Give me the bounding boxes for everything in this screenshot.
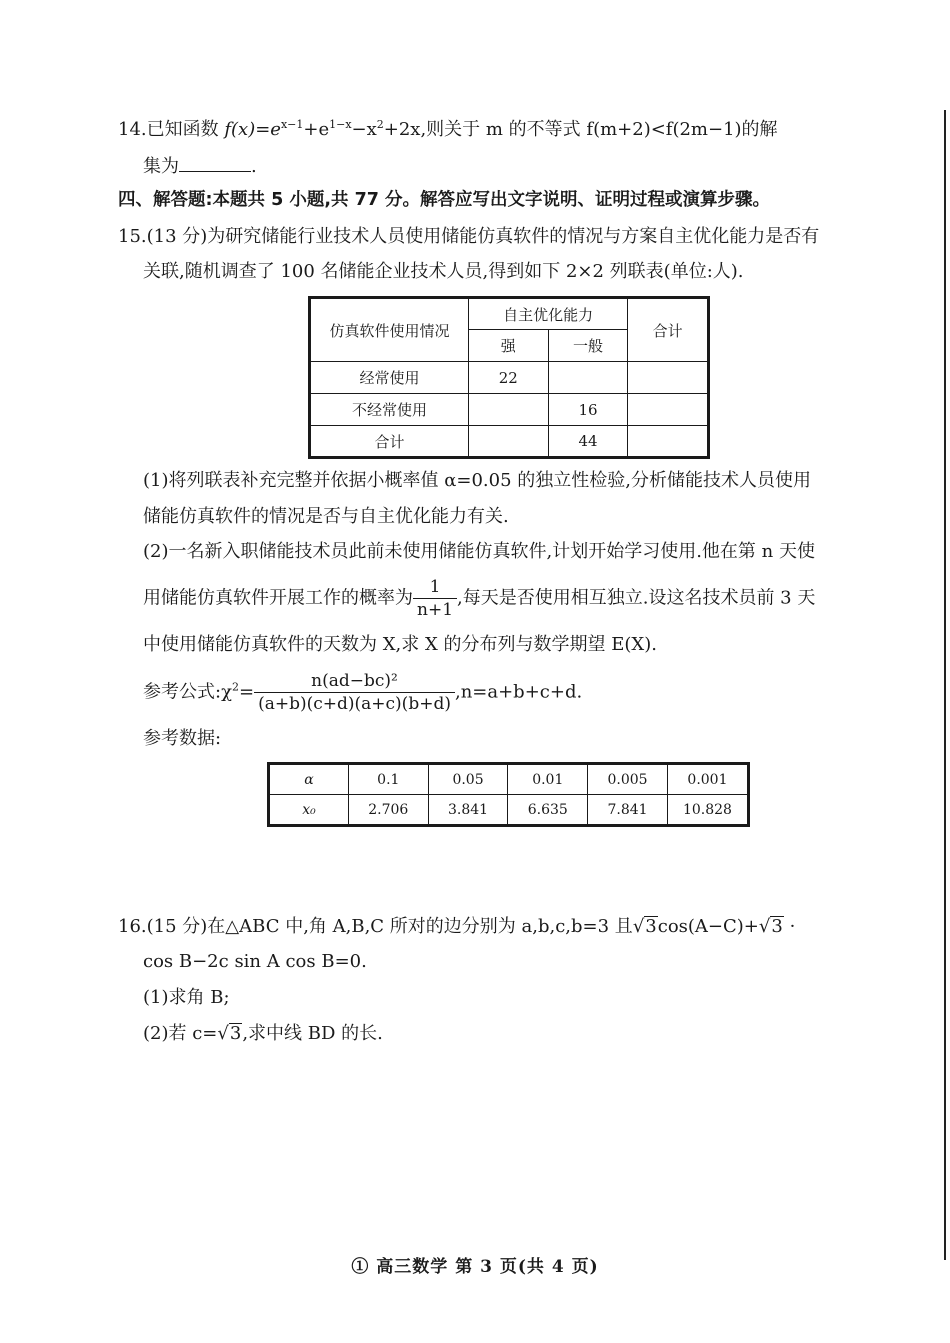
section-heading: 四、解答题:本题共 5 小题,共 77 分。解答应写出文字说明、证明过程或演算步骤。	[118, 190, 771, 210]
table-row	[269, 795, 749, 826]
q14-exp3: 2	[376, 118, 384, 131]
header-strong: 强	[468, 330, 548, 362]
header-total: 合计	[628, 298, 709, 362]
critical-value: 3.841	[428, 795, 508, 826]
cell-general: 44	[548, 426, 628, 458]
cell-general	[548, 362, 628, 394]
row-label: 合计	[310, 426, 469, 458]
alpha-value: 0.005	[588, 764, 668, 795]
q16-intro: 16.(15 分)在△ABC 中,角 A,B,C 所对的边分别为 a,b,c,b=3 且	[118, 916, 633, 937]
critical-value: 2.706	[348, 795, 428, 826]
critical-value: 6.635	[508, 795, 588, 826]
table-row	[310, 426, 709, 458]
q14-exp2: 1−x	[329, 118, 352, 131]
page-footer: ① 高三数学 第 3 页(共 4 页)	[351, 1257, 599, 1277]
row-label: 不经常使用	[310, 394, 469, 426]
q16-part2: (2)若 c=√3,求中线 BD 的长.	[143, 1023, 383, 1044]
q14-exp1: x−1	[280, 118, 304, 131]
q14-func: f(x)=e	[224, 119, 281, 140]
critical-value: 10.828	[667, 795, 748, 826]
alpha-label: α	[269, 764, 349, 795]
q16-dot: ·	[789, 916, 796, 937]
alpha-value: 0.001	[667, 764, 748, 795]
contingency-table	[308, 296, 710, 459]
cell-strong	[468, 394, 548, 426]
header-usage: 仿真软件使用情况	[310, 298, 469, 362]
formula-numerator: n(ad−bc)²	[311, 671, 398, 691]
q15-part1-line1: (1)将列联表补充完整并依据小概率值 α=0.05 的独立性检验,分析储能技术人员使用	[143, 470, 811, 491]
q14-intro: 14.已知函数	[118, 119, 225, 140]
q15-line2: 关联,随机调查了 100 名储能企业技术人员,得到如下 2×2 列联表(单位:人).	[143, 261, 744, 282]
q15-part2-line1: (2)一名新入职储能技术员此前未使用储能仿真软件,计划开始学习使用.他在第 n 天使	[143, 541, 815, 562]
formula-equals: =	[238, 681, 255, 703]
table-row	[310, 362, 709, 394]
critical-value: 7.841	[588, 795, 668, 826]
header-ability: 自主优化能力	[468, 298, 627, 330]
cell-strong: 22	[468, 362, 548, 394]
sqrt-three: 3	[645, 916, 657, 937]
q14-line1	[118, 118, 778, 142]
q16-line2: cos B−2c sin A cos B=0.	[143, 951, 367, 972]
chi-square-fraction	[254, 670, 455, 715]
cell-total	[628, 426, 709, 458]
formula-sup: 2	[231, 680, 239, 694]
q15-part2-line3: 中使用储能仿真软件的天数为 X,求 X 的分布列与数学期望 E(X).	[143, 634, 657, 655]
table-row	[269, 764, 749, 795]
q16-part2-post: ,求中线 BD 的长.	[242, 1023, 383, 1044]
formula-denominator: (a+b)(c+d)(a+c)(b+d)	[254, 692, 455, 715]
cell-total	[628, 394, 709, 426]
fraction-numerator: 1	[429, 577, 441, 597]
q14-rest: +2x,则关于 m 的不等式 f(m+2)<f(2m−1)的解	[383, 119, 778, 140]
q15-part2-line2	[143, 576, 815, 621]
alpha-value: 0.05	[428, 764, 508, 795]
formula-post: ,n=a+b+c+d.	[454, 681, 583, 703]
q14-minus-x: −x	[351, 119, 377, 140]
q15-part2-text: 用储能仿真软件开展工作的概率为	[143, 587, 413, 609]
cell-general: 16	[548, 394, 628, 426]
q16-mid: cos(A−C)+	[657, 916, 759, 937]
sqrt-three: 3	[229, 1023, 242, 1044]
row-label: 经常使用	[310, 362, 469, 394]
q14-line2	[143, 153, 257, 179]
q14-answer-suffix: .	[251, 156, 257, 177]
q15-part1-line2: 储能仿真软件的情况是否与自主优化能力有关.	[143, 506, 509, 527]
alpha-value: 0.1	[348, 764, 428, 795]
q14-answer-prefix: 集为	[143, 156, 179, 177]
q14-answer-blank[interactable]	[179, 153, 251, 172]
table-row	[310, 394, 709, 426]
sqrt-three: 3	[771, 916, 783, 937]
reference-data-table	[267, 762, 750, 827]
critical-label: x₀	[269, 795, 349, 826]
page-edge-line	[944, 110, 946, 1260]
reference-formula	[143, 670, 582, 715]
alpha-value: 0.01	[508, 764, 588, 795]
cell-total	[628, 362, 709, 394]
q15-part2-text-post: ,每天是否使用相互独立.设这名技术员前 3 天	[457, 587, 816, 609]
q15-line1: 15.(13 分)为研究储能行业技术人员使用储能仿真软件的情况与方案自主优化能力是否有	[118, 226, 820, 247]
q14-plus-e: +e	[303, 119, 330, 140]
q16-line1: 16.(15 分)在△ABC 中,角 A,B,C 所对的边分别为 a,b,c,b=3 且√3cos(A−C)+√3 ·	[118, 916, 796, 937]
reference-data-label: 参考数据:	[143, 728, 222, 749]
fraction-denominator: n+1	[413, 598, 457, 621]
header-general: 一般	[548, 330, 628, 362]
probability-fraction	[413, 576, 457, 621]
formula-label: 参考公式:χ	[143, 681, 232, 703]
cell-strong	[468, 426, 548, 458]
q16-part2-pre: (2)若 c=	[143, 1023, 218, 1044]
q16-part1: (1)求角 B;	[143, 987, 230, 1008]
